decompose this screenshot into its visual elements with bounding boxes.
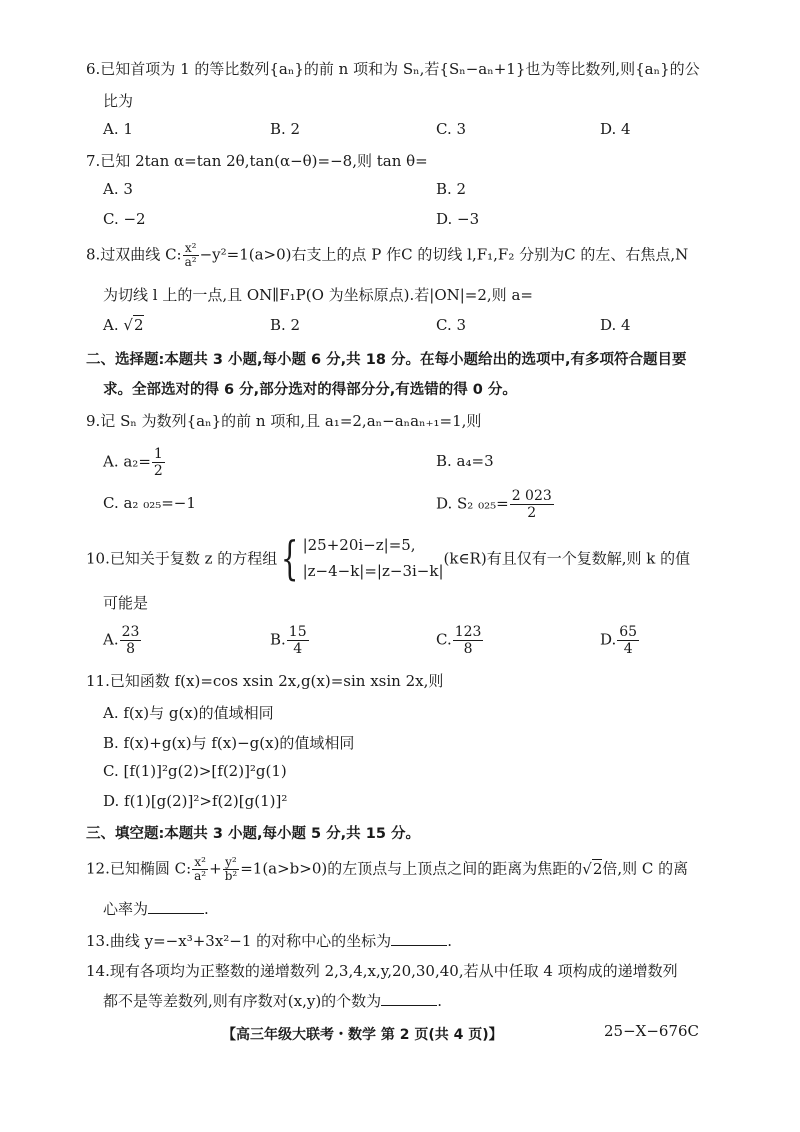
section2-heading-line1: 二、选择题:本题共 3 小题,每小题 6 分,共 18 分。在每小题给出的选项中,有多项符合题目要 bbox=[86, 352, 687, 368]
q10-option-b-label: B. bbox=[270, 630, 286, 649]
paper-code: 25−X−676C bbox=[604, 1022, 700, 1040]
q9-option-a-num: 1 bbox=[153, 446, 163, 462]
q12-post: 倍,则 C 的离 bbox=[602, 859, 689, 878]
q12-line2-end: . bbox=[204, 900, 209, 918]
q14-line2-text: 都不是等差数列,则有序数对(x,y)的个数为 bbox=[103, 992, 382, 1010]
q10-post: (k∈R)有且仅有一个复数解,则 k 的值 bbox=[443, 549, 691, 568]
q10-option-d bbox=[600, 624, 640, 657]
q10-option-a-den: 8 bbox=[126, 641, 135, 657]
q9-option-c: C. a₂ ₀₂₅=−1 bbox=[103, 494, 196, 512]
q10-option-d-den: 4 bbox=[623, 641, 633, 657]
q8-option-a-radicand: 2 bbox=[133, 316, 144, 334]
q6-stem-line2: 比为 bbox=[103, 92, 134, 110]
q12-stem-line1 bbox=[86, 856, 688, 883]
q10-stem-line2: 可能是 bbox=[103, 594, 149, 612]
q9-option-b: B. a₄=3 bbox=[436, 452, 494, 470]
q8-option-c: C. 3 bbox=[436, 316, 467, 334]
q10-option-c bbox=[436, 624, 484, 657]
left-brace-icon: { bbox=[281, 531, 299, 585]
q10-equation-system bbox=[303, 532, 444, 584]
q12-plus: + bbox=[209, 859, 222, 878]
q14-end: . bbox=[437, 992, 442, 1010]
q12-mid: =1(a>b>0)的左顶点与上顶点之间的距离为焦距的 bbox=[240, 859, 583, 878]
q14-stem-line2 bbox=[103, 990, 442, 1011]
q6-option-a: A. 1 bbox=[103, 120, 133, 138]
q10-eq1: |25+20i−z|=5, bbox=[302, 536, 416, 554]
q8-stem-line2: 为切线 l 上的一点,且 ON∥F₁P(O 为坐标原点).若|ON|=2,则 a= bbox=[103, 286, 533, 304]
q10-option-d-num: 65 bbox=[619, 624, 638, 640]
q8-option-a bbox=[103, 316, 144, 334]
q10-pre: 10.已知关于复数 z 的方程组 bbox=[86, 549, 278, 568]
q11-option-a: A. f(x)与 g(x)的值域相同 bbox=[103, 704, 274, 722]
q11-option-d: D. f(1)[g(2)]²>f(2)[g(1)]² bbox=[103, 792, 288, 810]
q10-option-b bbox=[270, 624, 310, 657]
q12-frac1-den: a² bbox=[194, 869, 207, 883]
q10-option-c-label: C. bbox=[436, 630, 452, 649]
q8-option-a-label: A. bbox=[103, 316, 119, 334]
q13-answer-blank[interactable] bbox=[391, 933, 447, 946]
q7-option-b: B. 2 bbox=[436, 180, 467, 198]
q12-radicand: 2 bbox=[592, 859, 603, 878]
q9-option-d-label: D. S₂ ₀₂₅= bbox=[436, 494, 509, 513]
q13-end: . bbox=[447, 932, 452, 950]
page-footer: 【高三年级大联考・数学 第 2 页(共 4 页)】 bbox=[222, 1027, 503, 1043]
q10-option-b-fraction bbox=[287, 624, 309, 657]
q12-frac2-den: b² bbox=[224, 869, 238, 883]
q8-option-d: D. 4 bbox=[600, 316, 631, 334]
q8-fraction bbox=[183, 242, 199, 269]
q12-frac2-num: y² bbox=[223, 856, 240, 870]
q10-option-d-label: D. bbox=[600, 630, 617, 649]
q8-pre: 8.过双曲线 C: bbox=[86, 245, 182, 264]
q9-option-a-fraction bbox=[152, 446, 165, 479]
q12-frac1-num: x² bbox=[192, 856, 208, 870]
section3-heading: 三、填空题:本题共 3 小题,每小题 5 分,共 15 分。 bbox=[86, 826, 420, 842]
q10-eq2: |z−4−k|=|z−3i−k| bbox=[302, 562, 444, 580]
q7-option-c: C. −2 bbox=[103, 210, 146, 228]
q8-stem-line1 bbox=[86, 242, 688, 269]
q9-option-d-fraction bbox=[510, 488, 554, 521]
section2-heading-line2: 求。全部选对的得 6 分,部分选对的得部分分,有选错的得 0 分。 bbox=[103, 382, 517, 398]
q14-stem-line1: 14.现有各项均为正整数的递增数列 2,3,4,x,y,20,30,40,若从中任取 4 项构成的递增数列 bbox=[86, 962, 678, 980]
q12-fraction-y bbox=[223, 856, 240, 883]
q9-option-d bbox=[436, 488, 555, 521]
sqrt-symbol: √2 bbox=[582, 859, 603, 878]
q12-fraction-x bbox=[192, 856, 208, 883]
q11-option-b: B. f(x)+g(x)与 f(x)−g(x)的值域相同 bbox=[103, 734, 355, 752]
sqrt-symbol: √2 bbox=[123, 316, 144, 334]
q14-answer-blank[interactable] bbox=[381, 993, 437, 1006]
q10-option-a bbox=[103, 624, 142, 657]
q9-option-a-den: 2 bbox=[153, 463, 163, 479]
q7-option-d: D. −3 bbox=[436, 210, 480, 228]
q9-option-a bbox=[103, 446, 166, 479]
q11-stem: 11.已知函数 f(x)=cos xsin 2x,g(x)=sin xsin 2x,则 bbox=[86, 672, 444, 690]
q13-text: 13.曲线 y=−x³+3x²−1 的对称中心的坐标为 bbox=[86, 932, 392, 950]
q9-option-d-num: 2 023 bbox=[511, 488, 552, 504]
q10-stem-line1 bbox=[86, 532, 690, 584]
q10-option-c-den: 8 bbox=[463, 641, 473, 657]
q8-post: −y²=1(a>0)右支上的点 P 作C 的切线 l,F₁,F₂ 分别为C 的左、右焦点,N bbox=[199, 245, 689, 264]
q10-option-b-den: 4 bbox=[293, 641, 303, 657]
q10-option-c-fraction bbox=[453, 624, 484, 657]
q12-stem-line2 bbox=[103, 898, 209, 919]
q10-option-a-num: 23 bbox=[121, 624, 140, 640]
q10-option-b-num: 15 bbox=[288, 624, 307, 640]
q12-line2-text: 心率为 bbox=[103, 900, 149, 918]
q8-frac-den: a² bbox=[184, 255, 197, 269]
q13-stem bbox=[86, 930, 452, 951]
q12-answer-blank[interactable] bbox=[148, 901, 204, 914]
q10-option-c-num: 123 bbox=[454, 624, 482, 640]
q9-option-a-label: A. a₂= bbox=[103, 452, 151, 471]
q10-option-a-label: A. bbox=[103, 630, 119, 649]
q10-option-a-fraction bbox=[120, 624, 142, 657]
q8-option-b: B. 2 bbox=[270, 316, 301, 334]
q6-option-d: D. 4 bbox=[600, 120, 631, 138]
q11-option-c: C. [f(1)]²g(2)>[f(2)]²g(1) bbox=[103, 762, 287, 780]
q6-option-c: C. 3 bbox=[436, 120, 467, 138]
q6-stem-line1: 6.已知首项为 1 的等比数列{aₙ}的前 n 项和为 Sₙ,若{Sₙ−aₙ+1}也为等比数列,则{aₙ}的公 bbox=[86, 60, 700, 78]
q9-option-d-den: 2 bbox=[527, 505, 537, 521]
q9-stem: 9.记 Sₙ 为数列{aₙ}的前 n 项和,且 a₁=2,aₙ−aₙaₙ₊₁=1,则 bbox=[86, 412, 482, 430]
q8-frac-num: x² bbox=[183, 242, 199, 256]
q10-option-d-fraction bbox=[617, 624, 639, 657]
q7-option-a: A. 3 bbox=[103, 180, 133, 198]
q12-pre: 12.已知椭圆 C: bbox=[86, 859, 192, 878]
q6-option-b: B. 2 bbox=[270, 120, 301, 138]
q7-stem: 7.已知 2tan α=tan 2θ,tan(α−θ)=−8,则 tan θ= bbox=[86, 152, 428, 170]
